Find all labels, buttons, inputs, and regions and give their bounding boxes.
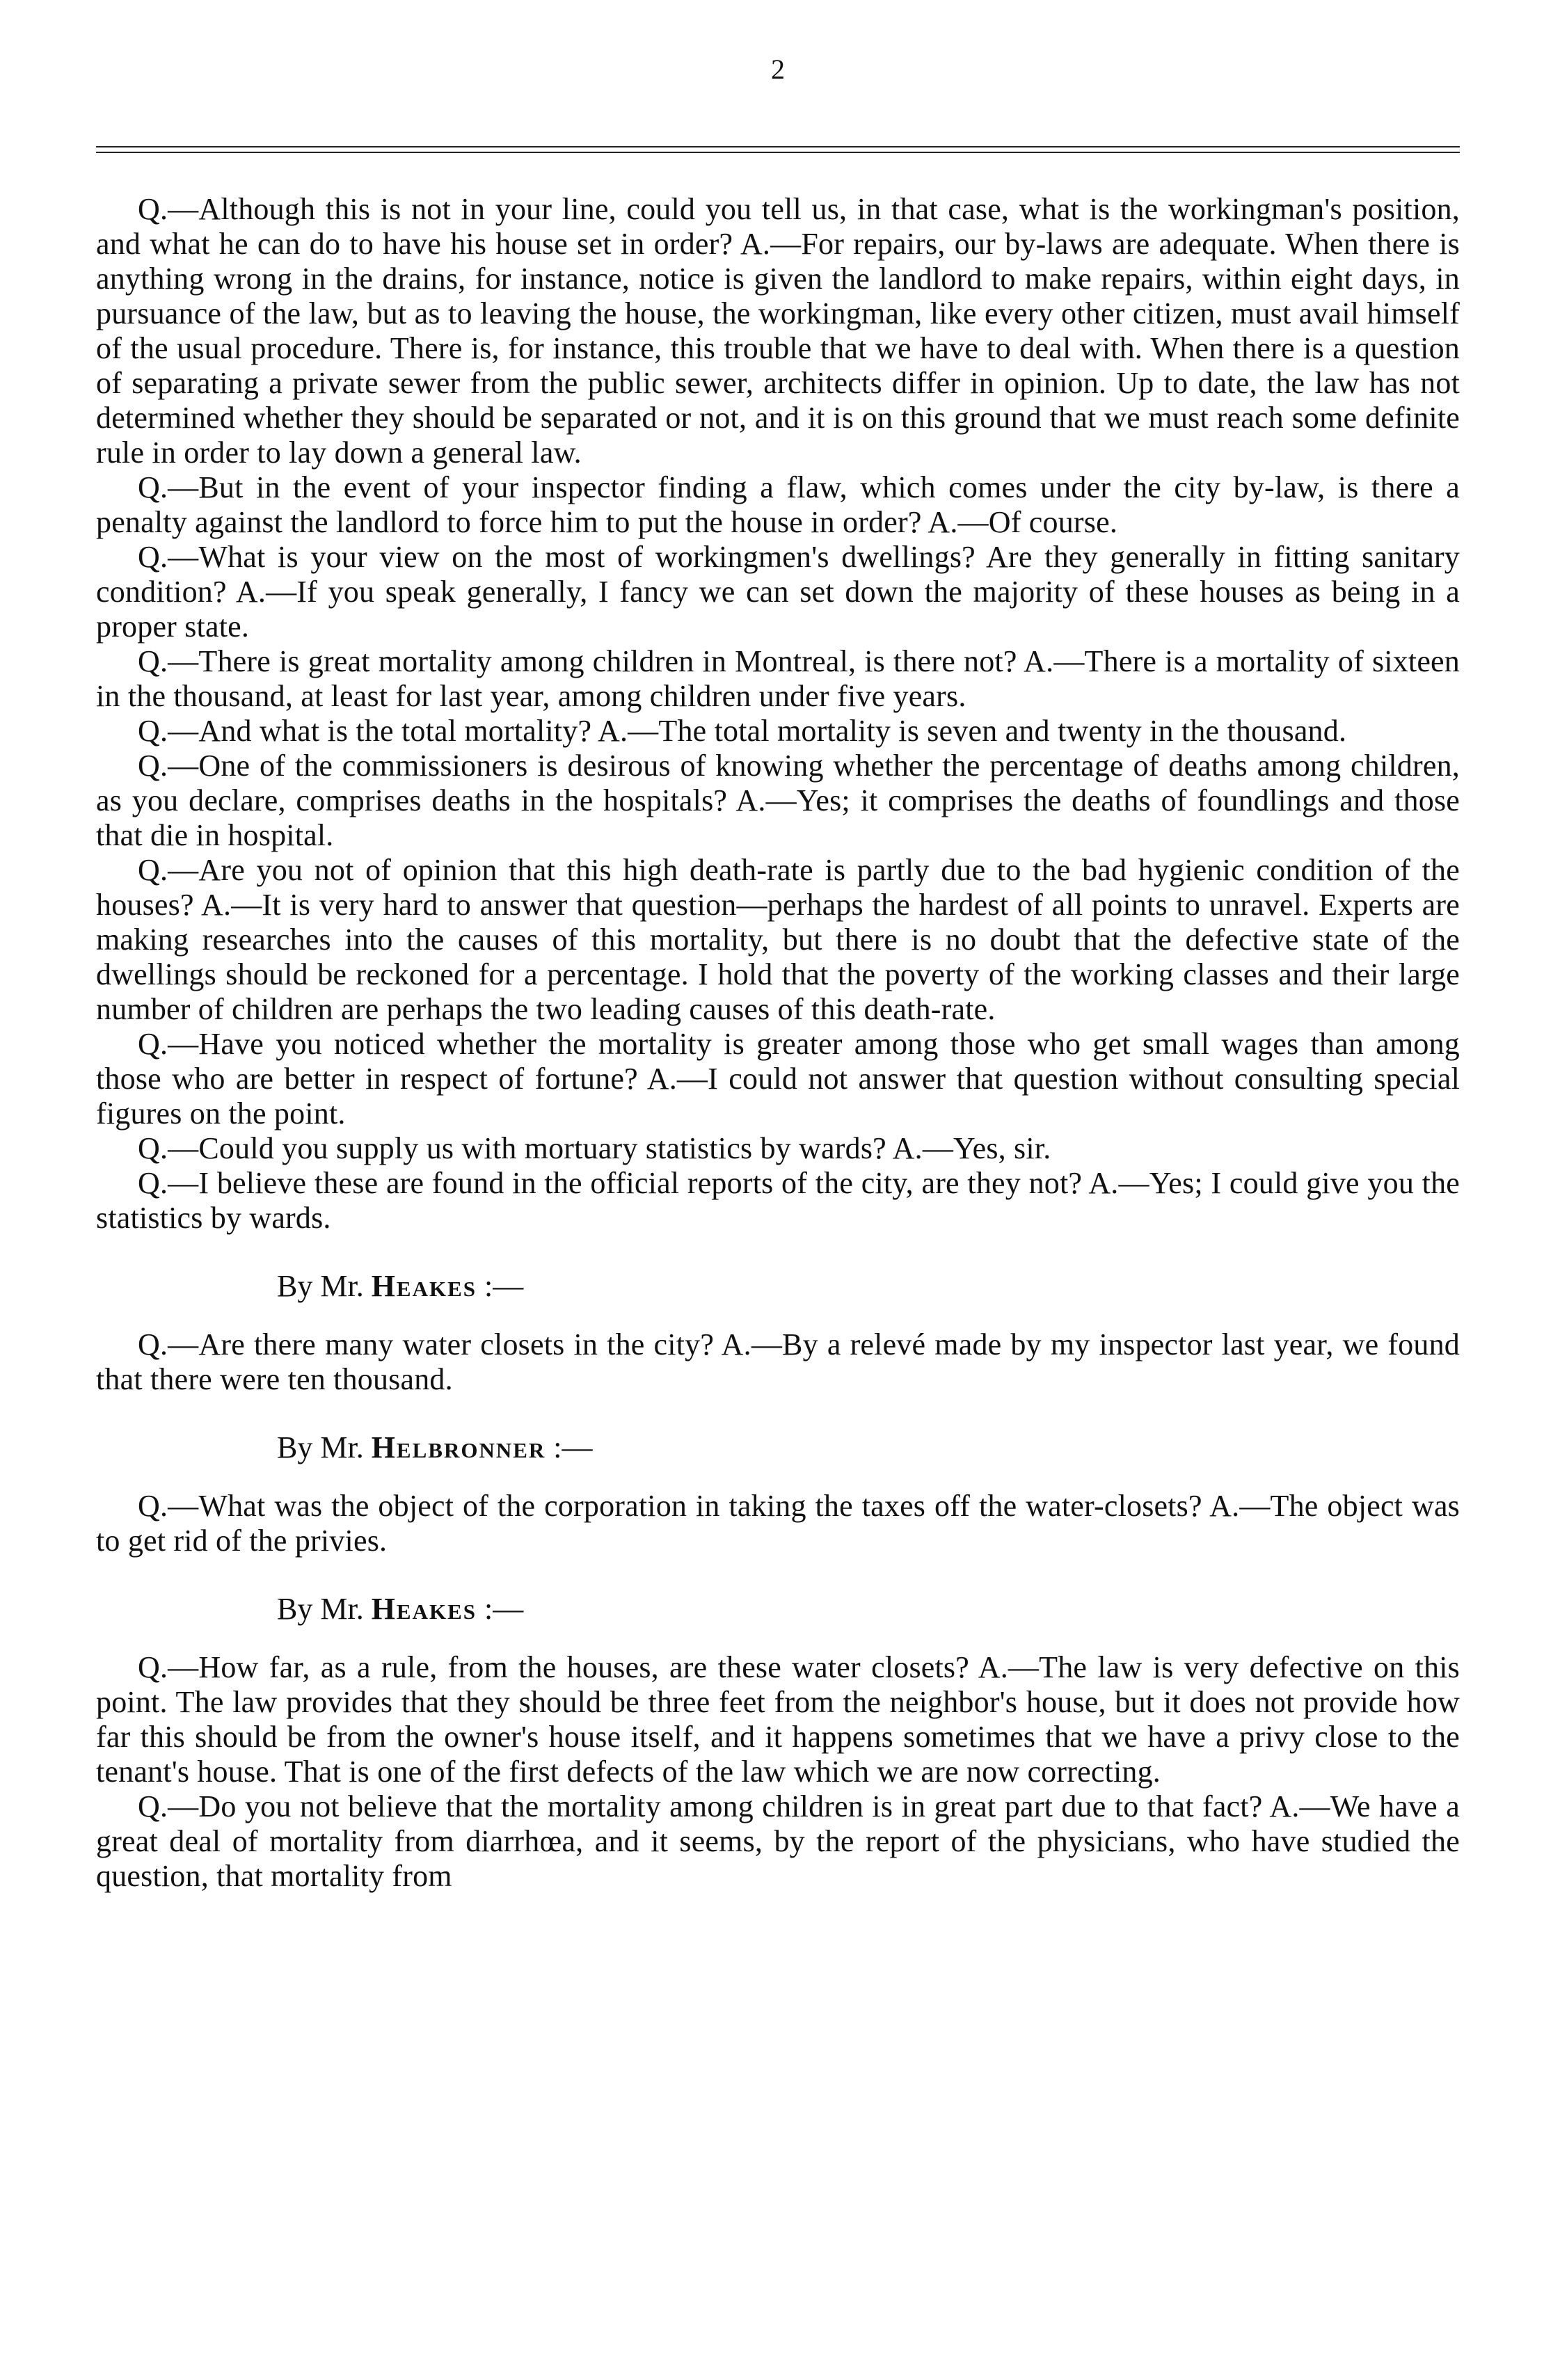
header-rule bbox=[96, 146, 1460, 157]
speaker-heading bbox=[96, 1269, 1460, 1304]
speaker-prefix: By Mr. bbox=[277, 1430, 372, 1464]
testimony-paragraph: Q.—What was the object of the corporation in taking the taxes off the water-closets? A.—The object was to get rid of the privies. bbox=[96, 1489, 1460, 1558]
testimony-section-1 bbox=[96, 192, 1460, 1236]
testimony-paragraph: Q.—I believe these are found in the official reports of the city, are they not? A.—Yes; I could give you the statistics by wards. bbox=[96, 1166, 1460, 1235]
speaker-prefix: By Mr. bbox=[277, 1592, 372, 1626]
header-rule-line bbox=[96, 152, 1460, 153]
speaker-name: Heakes bbox=[371, 1269, 477, 1303]
testimony-paragraph: Q.—But in the event of your inspector finding a flaw, which comes under the city by-law, is there a penalty against the landlord to force him to put the house in order? A.—Of course. bbox=[96, 470, 1460, 539]
document-page bbox=[96, 49, 1460, 1894]
testimony-paragraph: Q.—How far, as a rule, from the houses, are these water closets? A.—The law is very defective on this point. The law provides that they should be three feet from the neighbor's house, but it does not provide how far this should be from the owner's house itself, and it happens sometimes that we have a privy close to the tenant's house. That is one of the first defects of the law which we are now correcting. bbox=[96, 1650, 1460, 1789]
testimony-paragraph: Q.—Do you not believe that the mortality among children is in great part due to that fact? A.—We have a great deal of mortality from diarrhœa, and it seems, by the report of the physicians, who have studied the question, that mortality from bbox=[96, 1789, 1460, 1893]
testimony-section-3 bbox=[96, 1489, 1460, 1558]
testimony-paragraph: Q.—Are there many water closets in the city? A.—By a relevé made by my inspector last year, we found that there were ten thousand. bbox=[96, 1327, 1460, 1396]
testimony-paragraph: Q.—Could you supply us with mortuary statistics by wards? A.—Yes, sir. bbox=[138, 1131, 1051, 1165]
speaker-heading bbox=[96, 1592, 1460, 1627]
testimony-paragraph: Q.—There is great mortality among children in Montreal, is there not? A.—There is a mortality of sixteen in the thousand, at least for last year, among children under five years. bbox=[96, 644, 1460, 713]
testimony-section-2 bbox=[96, 1327, 1460, 1397]
speaker-prefix: By Mr. bbox=[277, 1269, 372, 1303]
testimony-paragraph: Q.—One of the commissioners is desirous of knowing whether the percentage of deaths among children, as you declare, comprises deaths in the hospitals? A.—Yes; it comprises the deaths of foundlings and those that die in hospital. bbox=[96, 749, 1460, 852]
testimony-paragraph: Q.—Have you noticed whether the mortality is greater among those who get small wages than among those who are better in respect of fortune? A.—I could not answer that question without consulting special figures on the point. bbox=[96, 1027, 1460, 1131]
speaker-heading bbox=[96, 1430, 1460, 1465]
speaker-name: Heakes bbox=[371, 1592, 477, 1626]
testimony-paragraph: Q.—What is your view on the most of workingmen's dwellings? Are they generally in fitting sanitary condition? A.—If you speak generally, I fancy we can set down the majority of these houses as being in a proper state. bbox=[96, 540, 1460, 644]
speaker-suffix: :— bbox=[546, 1430, 593, 1464]
page-number: 2 bbox=[771, 54, 785, 85]
speaker-name: Helbronner bbox=[371, 1430, 546, 1464]
testimony-paragraph: Q.—Although this is not in your line, could you tell us, in that case, what is the workingman's position, and what he can do to have his house set in order? A.—For repairs, our by-laws are adequate. When there is anything wrong in the drains, for instance, notice is given the landlord to make repairs, within eight days, in pursuance of the law, but as to leaving the house, the workingman, like every other citizen, must avail himself of the usual procedure. There is, for instance, this trouble that we have to deal with. When there is a question of separating a private sewer from the public sewer, architects differ in opinion. Up to date, the law has not determined whether they should be separated or not, and it is on this ground that we must reach some definite rule in order to lay down a general law. bbox=[96, 192, 1460, 470]
header-rule-line bbox=[96, 146, 1460, 147]
testimony-paragraph: Q.—Are you not of opinion that this high death-rate is partly due to the bad hygienic condition of the houses? A.—It is very hard to answer that question—perhaps the hardest of all points to unravel. Experts are making researches into the causes of this mortality, but there is no doubt that the defective state of the dwellings should be reckoned for a percentage. I hold that the poverty of the working classes and their large number of children are perhaps the two leading causes of this death-rate. bbox=[96, 853, 1460, 1026]
testimony-section-4 bbox=[96, 1650, 1460, 1894]
speaker-suffix: :— bbox=[477, 1592, 524, 1626]
testimony-paragraph: Q.—And what is the total mortality? A.—The total mortality is seven and twenty in the thousand. bbox=[138, 714, 1347, 748]
speaker-suffix: :— bbox=[477, 1269, 524, 1303]
